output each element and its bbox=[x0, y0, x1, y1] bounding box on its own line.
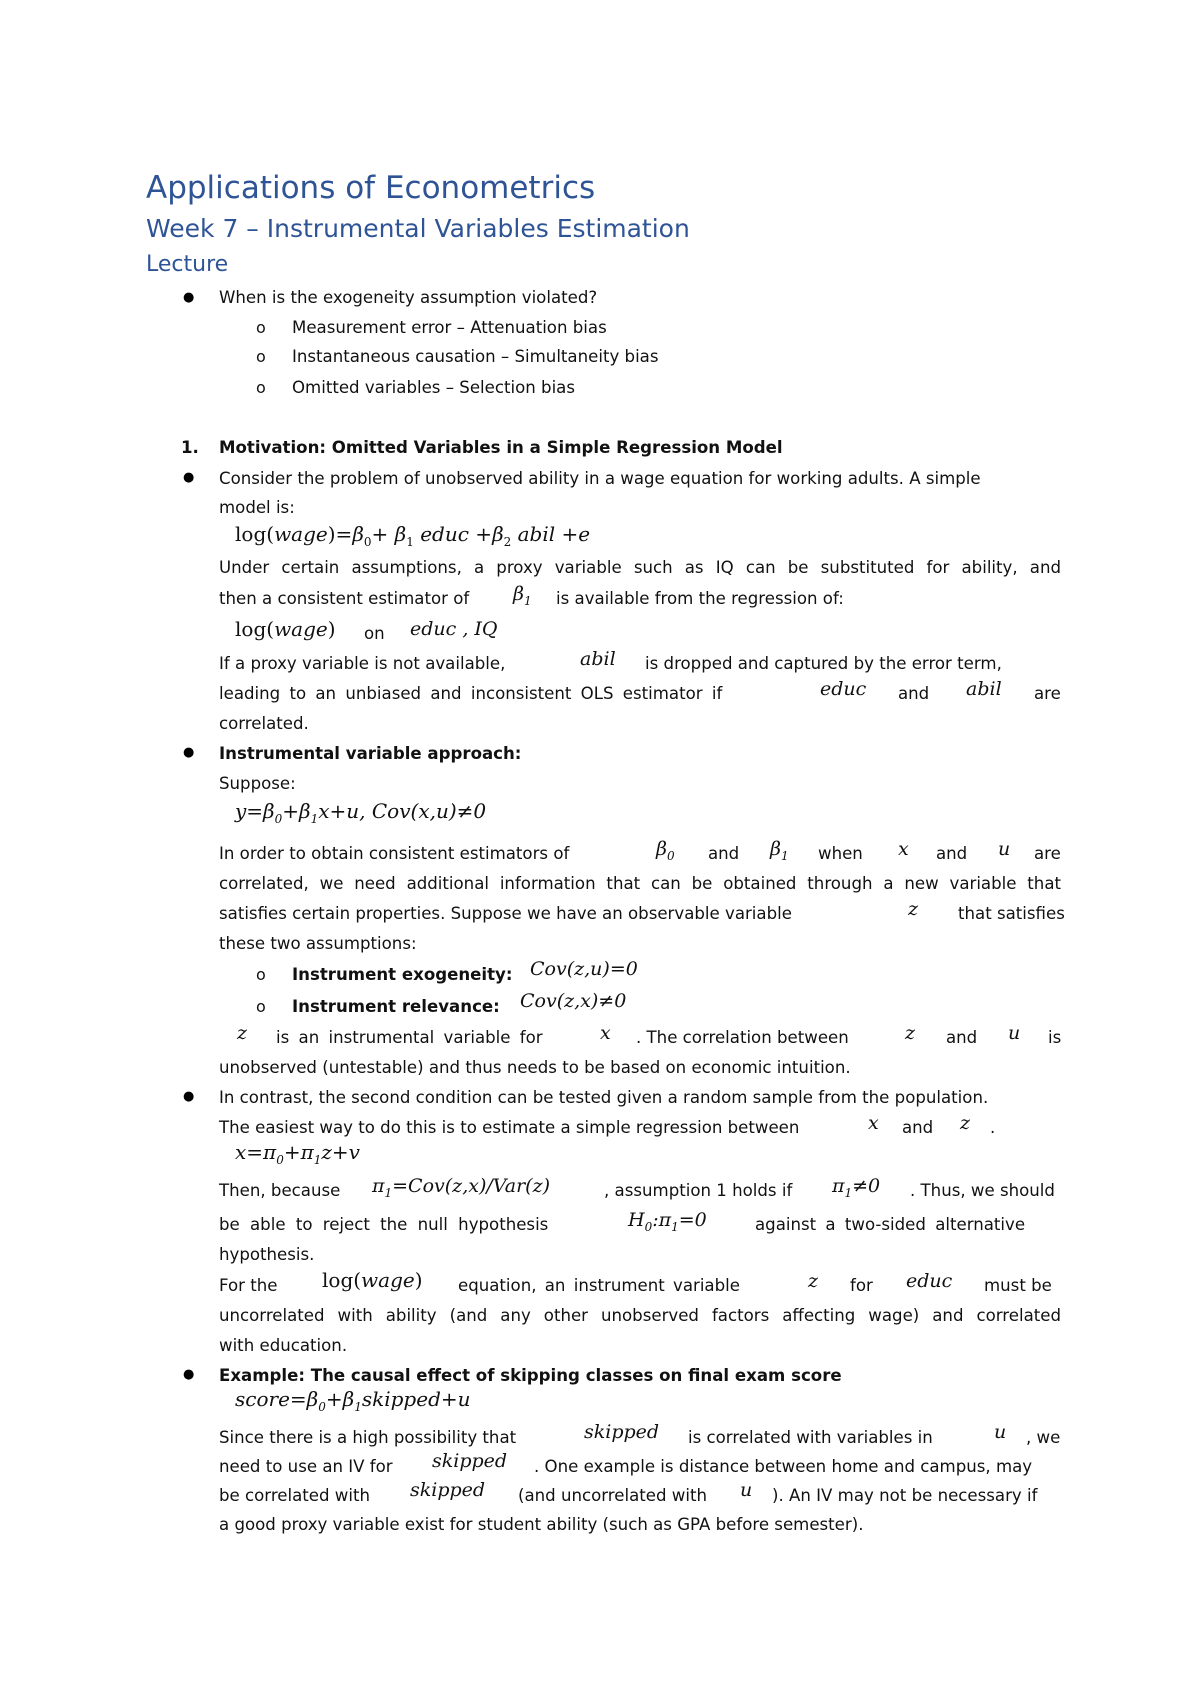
assumption-label: Instrument exogeneity: bbox=[292, 965, 513, 984]
paragraph-text: with education. bbox=[219, 1336, 348, 1355]
math-u: u bbox=[1008, 1022, 1021, 1044]
math-null-hypothesis: $H_0:\pi_1=0$ bbox=[628, 1209, 707, 1234]
math-x: x bbox=[868, 1112, 879, 1134]
math-pi1-nonzero: $\pi_1\ne 0$ bbox=[832, 1175, 881, 1200]
bullet-icon: ● bbox=[183, 470, 195, 485]
bullet-icon: ● bbox=[183, 1089, 195, 1104]
paragraph-text: satisfies certain properties. Suppose we have an observable variable bbox=[219, 904, 792, 923]
paragraph-text: (and uncorrelated with bbox=[518, 1486, 707, 1505]
paragraph-text: then a consistent estimator of bbox=[219, 589, 470, 608]
paragraph-text: for bbox=[850, 1276, 873, 1295]
paragraph-text: and bbox=[936, 844, 968, 863]
paragraph-text: . One example is distance between home and campus, may bbox=[534, 1457, 1033, 1476]
paragraph-text: is available from the regression of: bbox=[556, 589, 844, 608]
math-skipped: skipped bbox=[410, 1479, 486, 1501]
bullet-icon: ● bbox=[183, 745, 195, 760]
wage-equation: $\log(wage)=\beta_0+ \beta_1$ educ $+\beta_2$ abil +e bbox=[235, 522, 591, 549]
paragraph-line: model is: bbox=[219, 498, 295, 517]
example-title: Example: The causal effect of skipping classes on final exam score bbox=[219, 1366, 842, 1385]
math-u: u bbox=[994, 1421, 1007, 1443]
paragraph-text: that satisfies bbox=[958, 904, 1065, 923]
paragraph-line: uncorrelated with ability (and any other unobserved factors affecting wage) and correlated bbox=[219, 1306, 1061, 1325]
math-skipped: skipped bbox=[584, 1421, 660, 1443]
paragraph-line: Consider the problem of unobserved ability in a wage equation for working adults. A simple bbox=[219, 469, 981, 488]
paragraph-text: must be bbox=[984, 1276, 1052, 1295]
paragraph-text: leading to an unbiased and inconsistent OLS estimator if bbox=[219, 684, 723, 703]
paragraph-text: a good proxy variable exist for student ability (such as GPA before semester). bbox=[219, 1515, 864, 1534]
document-title: Applications of Econometrics bbox=[146, 170, 596, 206]
math-x: x bbox=[600, 1022, 611, 1044]
paragraph-text: is correlated with variables in bbox=[688, 1428, 933, 1447]
math-u: u bbox=[740, 1479, 753, 1501]
paragraph-line: correlated, we need additional information that can be obtained through a new variable that bbox=[219, 874, 1061, 893]
regression-equation: log(wage) bbox=[235, 617, 336, 641]
paragraph-text: be correlated with bbox=[219, 1486, 370, 1505]
paragraph-text: need to use an IV for bbox=[219, 1457, 393, 1476]
first-stage-equation: $x=\pi_0+\pi_1z+v$ bbox=[235, 1140, 360, 1167]
bullet-icon: ● bbox=[183, 1367, 195, 1382]
paragraph-text: be able to reject the null hypothesis bbox=[219, 1215, 549, 1234]
paragraph-text: and bbox=[708, 844, 740, 863]
paragraph-text: equation, an instrument variable bbox=[458, 1276, 740, 1295]
paragraph-text: unobserved (untestable) and thus needs to be based on economic intuition. bbox=[219, 1058, 851, 1077]
math-abil: abil bbox=[966, 678, 1002, 700]
score-equation: $score=\beta_0+\beta_1skipped+u$ bbox=[235, 1387, 471, 1414]
paragraph-text: is dropped and captured by the error term, bbox=[645, 654, 1002, 673]
math-educ: educ bbox=[820, 678, 867, 700]
paragraph-text: is bbox=[1048, 1028, 1062, 1047]
math-relevance: Cov(z,x)≠0 bbox=[520, 990, 627, 1012]
paragraph-text: hypothesis. bbox=[219, 1245, 315, 1264]
paragraph-text: on bbox=[364, 624, 385, 643]
paragraph-text: and bbox=[898, 684, 930, 703]
math-exogeneity: Cov(z,u)=0 bbox=[530, 958, 638, 980]
section-heading: Lecture bbox=[146, 252, 229, 277]
paragraph-text: when bbox=[818, 844, 863, 863]
paragraph-text: For the bbox=[219, 1276, 278, 1295]
section-number: 1. bbox=[181, 438, 199, 457]
math-educ: educ bbox=[906, 1270, 953, 1292]
bullet-icon: ● bbox=[183, 290, 195, 305]
paragraph-text: and bbox=[902, 1118, 934, 1137]
section-title: Motivation: Omitted Variables in a Simple Regression Model bbox=[219, 438, 783, 457]
paragraph-text: . bbox=[990, 1118, 996, 1137]
math-regressors: educ , IQ bbox=[410, 618, 498, 640]
math-beta1: $\beta_1$ bbox=[513, 583, 532, 608]
paragraph-text: against a two-sided alternative bbox=[755, 1215, 1026, 1234]
math-beta0: $\beta_0$ bbox=[656, 838, 675, 863]
math-z: z bbox=[237, 1022, 248, 1044]
assumption-label: Instrument relevance: bbox=[292, 997, 500, 1016]
paragraph-text: The easiest way to do this is to estimate a simple regression between bbox=[219, 1118, 800, 1137]
paragraph-text: are bbox=[1034, 844, 1061, 863]
circle-bullet-icon: o bbox=[256, 965, 266, 984]
paragraph-text: Suppose: bbox=[219, 774, 296, 793]
paragraph-line: Under certain assumptions, a proxy variable such as IQ can be substituted for ability, and bbox=[219, 558, 1061, 577]
structural-equation: $y=\beta_0+\beta_1x+u$, Cov(x,u)≠0 bbox=[235, 799, 487, 826]
paragraph-text: Since there is a high possibility that bbox=[219, 1428, 517, 1447]
list-item: Instantaneous causation – Simultaneity bias bbox=[292, 347, 659, 366]
math-pi1-definition: $\pi_1=Cov(z,x)/Var(z)$ bbox=[372, 1175, 550, 1200]
math-z: z bbox=[908, 898, 919, 920]
circle-bullet-icon: o bbox=[256, 997, 266, 1016]
paragraph-text: If a proxy variable is not available, bbox=[219, 654, 506, 673]
paragraph-text: In contrast, the second condition can be tested given a random sample from the population. bbox=[219, 1088, 989, 1107]
math-z: z bbox=[960, 1112, 971, 1134]
math-skipped: skipped bbox=[432, 1450, 508, 1472]
week-heading: Week 7 – Instrumental Variables Estimation bbox=[146, 214, 690, 243]
math-z: z bbox=[905, 1022, 916, 1044]
paragraph-text: , we bbox=[1026, 1428, 1061, 1447]
math-z: z bbox=[808, 1270, 819, 1292]
paragraph-text: these two assumptions: bbox=[219, 934, 417, 953]
paragraph-text: , assumption 1 holds if bbox=[604, 1181, 793, 1200]
math-beta1: $\beta_1$ bbox=[770, 838, 789, 863]
paragraph-text: and bbox=[946, 1028, 978, 1047]
paragraph-text: ). An IV may not be necessary if bbox=[772, 1486, 1038, 1505]
paragraph-text: In order to obtain consistent estimators of bbox=[219, 844, 570, 863]
paragraph-text: . Thus, we should bbox=[910, 1181, 1055, 1200]
math-abil: abil bbox=[580, 648, 616, 670]
math-x: x bbox=[898, 838, 909, 860]
math-u: u bbox=[998, 838, 1011, 860]
subsection-title: Instrumental variable approach: bbox=[219, 744, 522, 763]
circle-bullet-icon: o bbox=[256, 318, 266, 337]
intro-question: When is the exogeneity assumption violated? bbox=[219, 288, 598, 307]
list-item: Measurement error – Attenuation bias bbox=[292, 318, 607, 337]
paragraph-text: . The correlation between bbox=[636, 1028, 849, 1047]
list-item: Omitted variables – Selection bias bbox=[292, 378, 576, 397]
paragraph-text: are bbox=[1034, 684, 1061, 703]
paragraph-text: Then, because bbox=[219, 1181, 341, 1200]
circle-bullet-icon: o bbox=[256, 378, 266, 397]
paragraph-text: correlated. bbox=[219, 714, 309, 733]
circle-bullet-icon: o bbox=[256, 347, 266, 366]
paragraph-text: is an instrumental variable for bbox=[276, 1028, 543, 1047]
math-logwage: log(wage) bbox=[322, 1268, 423, 1292]
